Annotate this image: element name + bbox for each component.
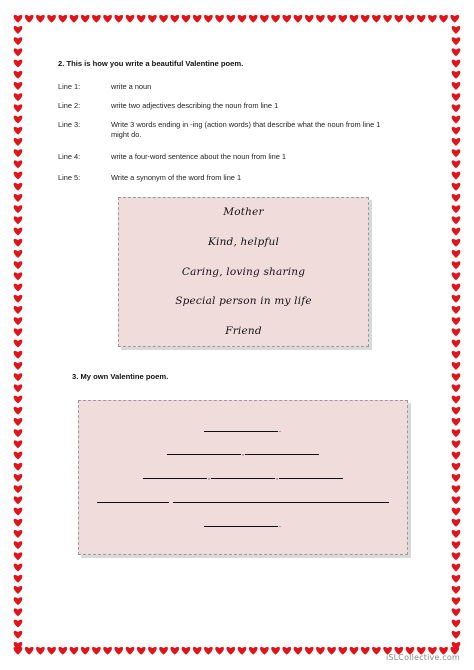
heart-icon [452, 104, 461, 112]
blank-field[interactable] [204, 518, 278, 527]
own-poem-box [78, 400, 408, 555]
heart-icon [452, 48, 461, 56]
example-poem-box [118, 197, 369, 347]
heart-icon [159, 15, 168, 23]
heart-icon [148, 647, 157, 655]
heart-icon [215, 647, 224, 655]
heart-icon [14, 93, 23, 101]
heart-icon [14, 104, 23, 112]
heart-icon [282, 15, 291, 23]
heart-icon [14, 306, 23, 314]
poem-line-4: Special person in my life [175, 295, 312, 307]
blank-field[interactable] [143, 470, 207, 479]
heart-icon [204, 647, 213, 655]
heart-icon [14, 71, 23, 79]
heart-icon [249, 15, 258, 23]
heart-icon [14, 597, 23, 605]
watermark: iSLCollective.com [385, 653, 460, 662]
heart-icon [452, 138, 461, 146]
heart-icon [182, 647, 191, 655]
heart-icon [204, 15, 213, 23]
heart-icon [14, 508, 23, 516]
heart-icon [452, 597, 461, 605]
heart-icon [14, 384, 23, 392]
heart-icon [14, 26, 23, 34]
heart-icon [14, 149, 23, 157]
heart-icon [14, 295, 23, 303]
heart-icon [327, 15, 336, 23]
heart-icon [452, 60, 461, 68]
heart-icon [14, 340, 23, 348]
line-description: Write a synonym of the word from line 1 [111, 173, 242, 182]
heart-icon [47, 15, 56, 23]
heart-icon [159, 647, 168, 655]
heart-icon [452, 26, 461, 34]
blank-line-4[interactable] [79, 494, 407, 505]
heart-icon [92, 647, 101, 655]
heart-icon [452, 575, 461, 583]
heart-icon [383, 15, 392, 23]
heart-icon [452, 295, 461, 303]
heart-icon [372, 647, 381, 655]
heart-icon [170, 15, 179, 23]
heart-icon [271, 15, 280, 23]
heart-icon [70, 647, 79, 655]
heart-icon [137, 647, 146, 655]
heart-icon [452, 541, 461, 549]
heart-icon [452, 328, 461, 336]
heart-icon [14, 216, 23, 224]
heart-icon [14, 48, 23, 56]
heart-icon [92, 15, 101, 23]
heart-icon [14, 620, 23, 628]
heart-icon [305, 647, 314, 655]
heart-icon [452, 429, 461, 437]
heart-icon [452, 586, 461, 594]
line-label: Line 3: [58, 120, 81, 129]
blank-field[interactable] [245, 446, 319, 455]
line-description: write two adjectives describing the noun from line 1 [111, 101, 279, 110]
heart-icon [137, 15, 146, 23]
heart-icon [14, 496, 23, 504]
blank-line-2[interactable]: , [79, 446, 407, 457]
heart-icon [305, 15, 314, 23]
heart-icon [452, 205, 461, 213]
heart-icon [14, 172, 23, 180]
heart-icon [452, 93, 461, 101]
heart-icon [452, 384, 461, 392]
poem-line-2: Kind, helpful [207, 236, 280, 248]
heart-icon [361, 647, 370, 655]
heart-icon [103, 15, 112, 23]
heart-icon [452, 485, 461, 493]
heart-icon [452, 508, 461, 516]
heart-icon [452, 373, 461, 381]
heart-icon [452, 564, 461, 572]
heart-icon [58, 647, 67, 655]
heart-icon [14, 429, 23, 437]
poem-line-1: Mother [223, 206, 264, 218]
blank-field[interactable] [173, 494, 389, 503]
line-description: write a four-word sentence about the noun from line 1 [111, 152, 287, 161]
heart-icon [452, 418, 461, 426]
heart-icon [14, 541, 23, 549]
heart-icon [350, 647, 359, 655]
heart-icon [14, 127, 23, 135]
heart-icon [170, 647, 179, 655]
heart-icon [452, 160, 461, 168]
heart-icon [14, 261, 23, 269]
poem-line-5: Friend [225, 325, 262, 337]
heart-icon [70, 15, 79, 23]
section-2-heading: 2. This is how you write a beautiful Valentine poem. [58, 59, 244, 68]
heart-icon [14, 474, 23, 482]
blank-field[interactable] [167, 446, 241, 455]
heart-icon [452, 608, 461, 616]
heart-icon [452, 127, 461, 135]
heart-icon [316, 647, 325, 655]
heart-icon [238, 647, 247, 655]
heart-icon [25, 647, 34, 655]
heart-icon [452, 620, 461, 628]
heart-icon [452, 183, 461, 191]
heart-icon [58, 15, 67, 23]
heart-icon [452, 172, 461, 180]
heart-icon [294, 15, 303, 23]
heart-icon [249, 647, 258, 655]
heart-icon [14, 60, 23, 68]
blank-field[interactable] [279, 470, 343, 479]
heart-icon [394, 15, 403, 23]
section-3-heading: 3. My own Valentine poem. [72, 372, 169, 381]
heart-icon [452, 116, 461, 124]
heart-icon [271, 647, 280, 655]
heart-icon [14, 362, 23, 370]
heart-icon [452, 396, 461, 404]
heart-icon [452, 284, 461, 292]
heart-icon [452, 463, 461, 471]
heart-icon [14, 328, 23, 336]
heart-icon [14, 373, 23, 381]
heart-icon [14, 37, 23, 45]
heart-icon [452, 261, 461, 269]
heart-icon [338, 15, 347, 23]
heart-icon [452, 362, 461, 370]
heart-icon [14, 463, 23, 471]
heart-icon [260, 647, 269, 655]
line-description: write a noun [111, 82, 152, 91]
heart-icon [14, 194, 23, 202]
heart-icon [14, 116, 23, 124]
heart-icon [452, 228, 461, 236]
line-label: Line 2: [58, 101, 81, 110]
heart-icon [452, 216, 461, 224]
heart-icon [452, 440, 461, 448]
heart-icon [14, 351, 23, 359]
heart-icon [14, 407, 23, 415]
heart-icon [14, 519, 23, 527]
heart-icon [439, 15, 448, 23]
heart-icon [193, 647, 202, 655]
heart-icon [126, 15, 135, 23]
heart-icon [14, 440, 23, 448]
heart-icon [14, 228, 23, 236]
heart-icon [452, 37, 461, 45]
blank-field[interactable] [97, 494, 169, 503]
heart-icon [81, 647, 90, 655]
heart-icon [14, 317, 23, 325]
heart-icon [226, 15, 235, 23]
heart-icon [193, 15, 202, 23]
heart-icon [148, 15, 157, 23]
blank-field[interactable] [211, 470, 275, 479]
heart-icon [14, 418, 23, 426]
heart-icon [452, 351, 461, 359]
heart-icon [215, 15, 224, 23]
heart-icon [452, 272, 461, 280]
blank-line-1[interactable]: . [79, 423, 407, 434]
heart-icon [452, 452, 461, 460]
heart-icon [126, 647, 135, 655]
line-label: Line 5: [58, 173, 81, 182]
heart-icon [452, 306, 461, 314]
heart-icon [450, 15, 459, 23]
heart-icon [114, 15, 123, 23]
heart-icon [25, 15, 34, 23]
heart-icon [14, 183, 23, 191]
heart-icon [14, 272, 23, 280]
heart-icon [327, 647, 336, 655]
heart-icon [182, 15, 191, 23]
heart-icon [452, 82, 461, 90]
heart-icon [452, 317, 461, 325]
line-label: Line 1: [58, 82, 81, 91]
heart-icon [36, 647, 45, 655]
heart-icon [14, 631, 23, 639]
heart-icon [282, 647, 291, 655]
heart-icon [452, 194, 461, 202]
heart-icon [452, 239, 461, 247]
heart-icon [452, 496, 461, 504]
heart-icon [452, 474, 461, 482]
heart-icon [452, 149, 461, 157]
line-description: Write 3 words ending in -ing (action words) that describe what the noun from line 1 might do. [111, 120, 381, 139]
heart-icon [338, 647, 347, 655]
heart-icon [350, 15, 359, 23]
heart-icon [14, 452, 23, 460]
heart-icon [316, 15, 325, 23]
heart-icon [14, 205, 23, 213]
heart-icon [452, 519, 461, 527]
heart-icon [14, 160, 23, 168]
heart-icon [14, 575, 23, 583]
heart-icon [81, 15, 90, 23]
heart-icon [452, 407, 461, 415]
heart-icon [14, 530, 23, 538]
heart-icon [452, 340, 461, 348]
heart-icon [14, 284, 23, 292]
heart-icon [14, 15, 23, 23]
blank-line-5[interactable]: . [79, 518, 407, 529]
heart-icon [36, 15, 45, 23]
heart-icon [14, 552, 23, 560]
heart-icon [406, 15, 415, 23]
line-label: Line 4: [58, 152, 81, 161]
heart-icon [14, 239, 23, 247]
heart-icon [294, 647, 303, 655]
heart-icon [114, 647, 123, 655]
heart-icon [226, 647, 235, 655]
heart-icon [14, 250, 23, 258]
heart-icon [14, 82, 23, 90]
heart-icon [452, 250, 461, 258]
heart-icon [372, 15, 381, 23]
poem-line-3: Caring, loving sharing [181, 266, 306, 278]
heart-icon [428, 15, 437, 23]
heart-icon [452, 71, 461, 79]
heart-icon [238, 15, 247, 23]
heart-icon [452, 530, 461, 538]
heart-icon [417, 15, 426, 23]
heart-icon [14, 138, 23, 146]
blank-line-3[interactable]: , , [79, 470, 407, 481]
heart-icon [103, 647, 112, 655]
heart-icon [361, 15, 370, 23]
heart-icon [260, 15, 269, 23]
heart-icon [14, 396, 23, 404]
heart-icon [14, 608, 23, 616]
heart-icon [14, 564, 23, 572]
heart-icon [452, 552, 461, 560]
heart-icon [14, 485, 23, 493]
heart-icon [14, 586, 23, 594]
heart-icon [452, 631, 461, 639]
heart-icon [47, 647, 56, 655]
blank-field[interactable] [204, 423, 278, 432]
